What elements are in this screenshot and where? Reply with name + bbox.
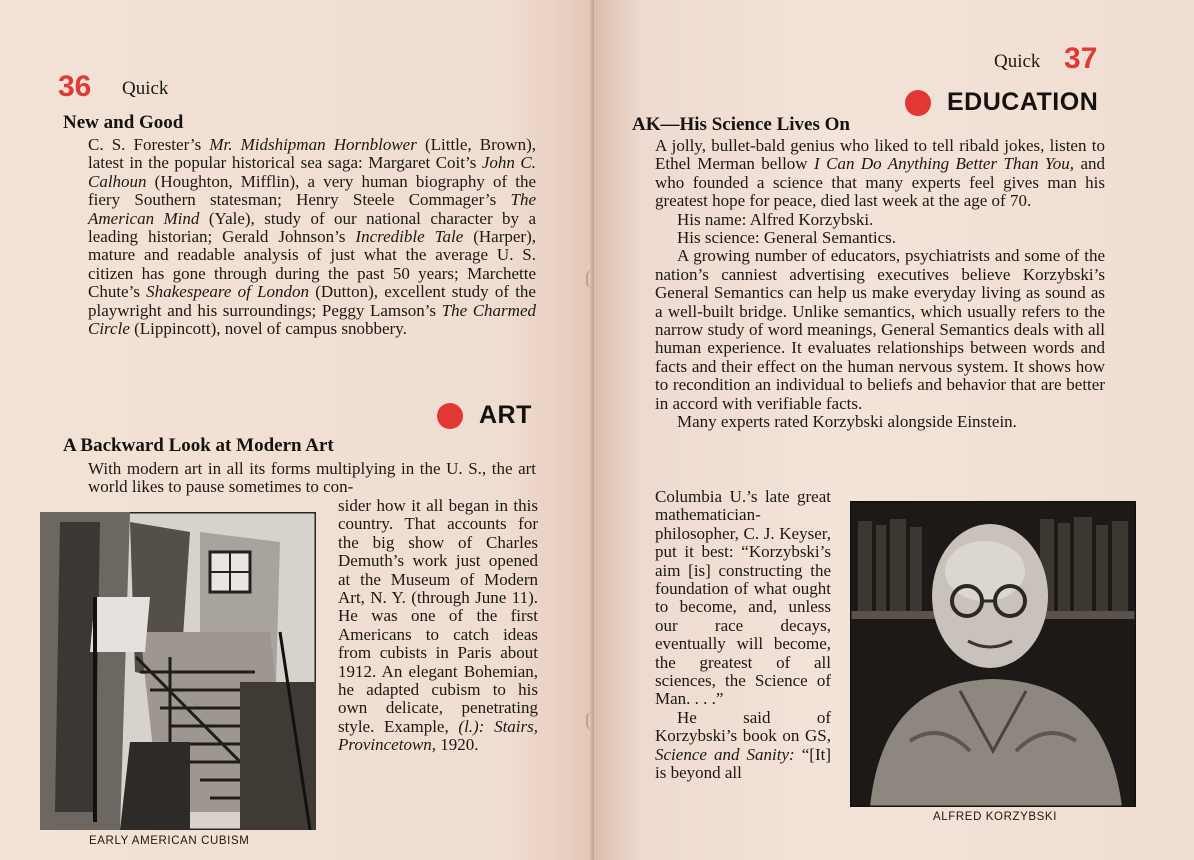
korzybski-portrait — [850, 501, 1136, 807]
running-head-left: Quick — [122, 78, 169, 99]
italic-title: John C. Calhoun — [88, 153, 536, 191]
right-page — [594, 0, 1194, 860]
paragraph-3: His science: General Semantics. — [677, 228, 897, 248]
italic-title: The Charmed Circle — [88, 300, 536, 339]
paragraph-6: Columbia U.’s late great mathematician-philosopher, C. J. Keyser, put it best: “Korzybski’s aim [is] constructing the foundation of what ought to become, and, unless our race decays, eventually will become, the greatest of all sciences, the Science of Man. . . .” — [655, 487, 831, 709]
text-run: 1920. — [436, 735, 479, 755]
paragraph-2: His name: Alfred Korzybski. — [677, 209, 874, 229]
paragraph-5: Many experts rated Korzybski alongside Einstein. — [677, 412, 1017, 432]
text-run: (Harper), mature and readable analysis of just what the average U. S. citizen has gone through during the past 50 years; Marchette Chute’s — [88, 227, 537, 302]
page-number-left: 36 — [58, 70, 92, 103]
art-intro-text: With modern art in all its forms multiplying in the U. S., the art world likes to pause sometimes to con- — [88, 459, 536, 497]
section-label-education: EDUCATION — [947, 88, 1099, 116]
running-head-right: Quick — [994, 51, 1041, 72]
paragraph-4: A growing number of educators, psychiatrists and some of the nation’s canniest advertising executives believe Korzybski’s General Semantics can help us make everyday living as sound as a well-built bridge. Unlike semantics, which usually refers to the narrow study of word meanings, General Semantics deals with all human experience. It evaluates relationships between words and facts and their effect on the human nervous system. It shows how to recondition an individual to beliefs and behavior that are better in accord with verifiable facts. — [655, 246, 1105, 413]
text-run: and who founded a science that many experts feel gives man his greatest hope for peace, died last week at the age of 70. — [655, 154, 1105, 211]
section-art — [437, 401, 532, 430]
text-run: C. S. Forester’s — [88, 135, 210, 154]
text-run: He said of Korzybski’s book on GS, — [655, 707, 831, 746]
paragraph-1 — [655, 137, 1105, 211]
italic-title: Incredible Tale — [355, 227, 464, 247]
paragraph-7 — [655, 709, 831, 783]
left-page — [0, 0, 594, 860]
new-and-good-paragraph — [88, 136, 536, 338]
italic-title: (l.): Stairs, Provincetown, — [338, 716, 538, 755]
stairs-painting-illustration — [40, 512, 316, 830]
art-column-text — [338, 497, 538, 755]
text-run: (Houghton, Mifflin), a very human biography of the fiery Southern statesman; Henry Steele Commager’s — [88, 171, 536, 210]
portrait-photo-illustration — [850, 501, 1136, 807]
section-label-art: ART — [479, 401, 532, 429]
art-intro — [88, 460, 536, 497]
text-run: “[It] is beyond all — [655, 744, 831, 783]
text-run: (Lippincott), novel of campus snobbery. — [129, 319, 407, 339]
korzybski-body-top — [655, 137, 1105, 432]
page-number-right: 37 — [1064, 42, 1098, 75]
italic-title: Mr. Midshipman Hornblower — [209, 135, 417, 154]
image-caption-left: EARLY AMERICAN CUBISM — [89, 835, 250, 847]
headline-korzybski: AK—His Science Lives On — [632, 114, 850, 135]
red-bullet-icon — [905, 90, 931, 116]
text-run: (Little, Brown), latest in the popular historical sea saga: Margaret Coit’s — [88, 135, 536, 173]
section-education — [905, 88, 1098, 117]
headline-art: A Backward Look at Modern Art — [63, 435, 334, 456]
text-run: sider how it all began in this country. That accounts for the big show of Charles Demuth’s work just opened at the Museum of Modern Art, N. Y. (through June 11). He was one of the first Americans to catch ideas from cubists in Paris about 1912. An elegant Bohemian, he adapted cubism to his own delicate, penetrating style. Example, — [338, 496, 538, 736]
photo-caption-right: ALFRED KORZYBSKI — [933, 811, 1057, 823]
headline-new-and-good: New and Good — [63, 112, 184, 133]
text-run: (Yale), study of our national character by a leading historian; Gerald Johnson’s — [88, 208, 536, 247]
text-run: A jolly, bullet-bald genius who liked to tell ribald jokes, listen to Ethel Merman bellow — [655, 136, 1105, 174]
italic-title: Shakespeare of London — [146, 282, 310, 302]
korzybski-body-column — [655, 488, 831, 783]
art-column-paragraph — [338, 497, 538, 755]
demuth-stairs-image — [40, 512, 316, 830]
italic-title: I Can Do Anything Better Than You, — [814, 154, 1075, 174]
italic-title: Science and Sanity: — [655, 744, 795, 764]
text-run: (Dutton), excellent study of the playwright and his surroundings; Peggy Lamson’s — [88, 282, 536, 320]
italic-title: The American Mind — [88, 190, 536, 228]
new-and-good-body — [88, 136, 536, 338]
red-bullet-icon — [437, 403, 463, 429]
